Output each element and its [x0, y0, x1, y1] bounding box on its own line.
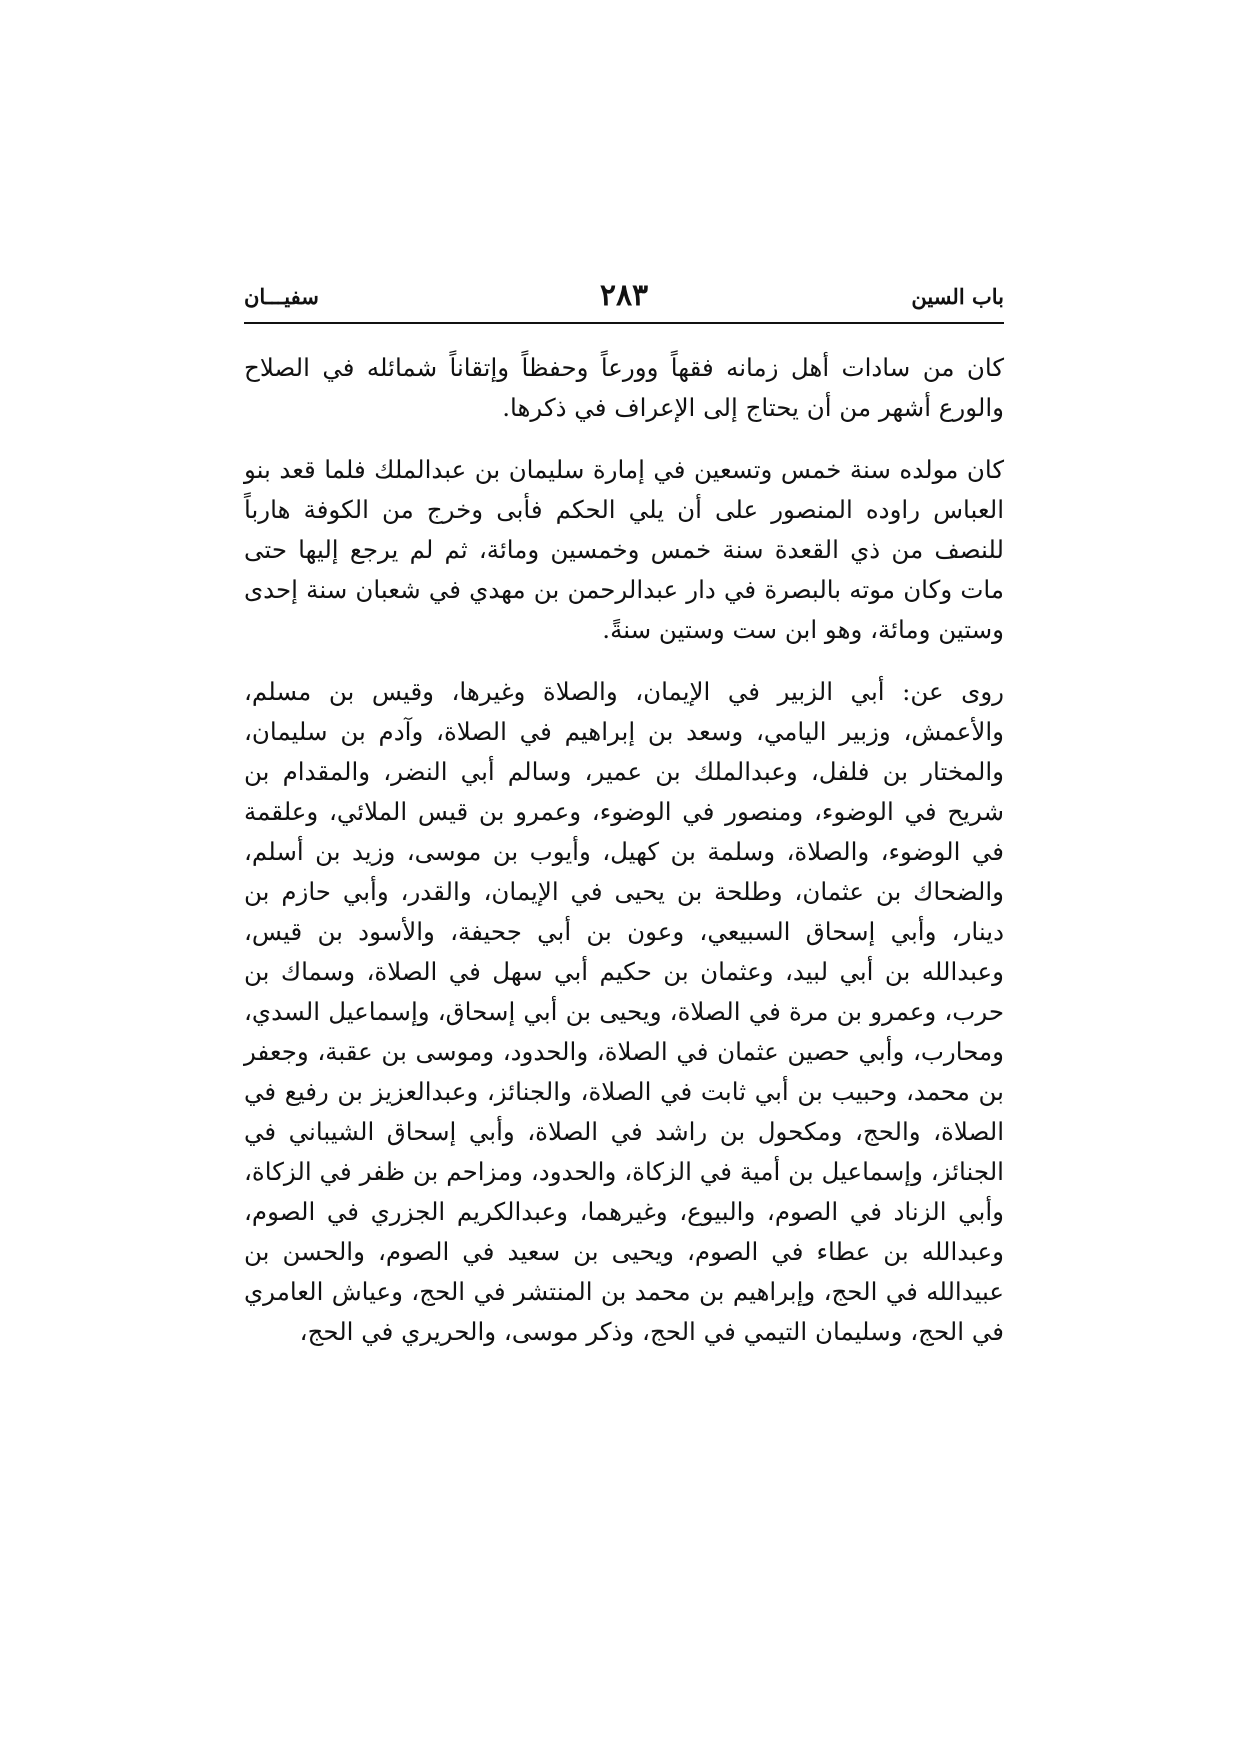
page-header — [244, 278, 1004, 322]
paragraph-biography: كان مولده سنة خمس وتسعين في إمارة سليمان بن عبدالملك فلما قعد بنو العباس راوده المنصور على أن يلي الحكم فأبى وخرج من الكوفة هارباً للنصف من ذي القعدة سنة خمس وخمسين ومائة، ثم لم يرجع إليها حتى مات وكان موته بالبصرة في دار عبدالرحمن بن مهدي في شعبان سنة إحدى وستين ومائة، وهو ابن ست وستين سنةً. — [244, 455, 1004, 644]
chapter-title: باب السين — [911, 284, 1004, 309]
page-body — [244, 348, 1004, 1374]
paragraph-narrations: روى عن: أبي الزبير في الإيمان، والصلاة وغيرها، وقيس بن مسلم، والأعمش، وزبير اليامي، وسعد بن إبراهيم في الصلاة، وآدم بن سليمان، والمختار بن فلفل، وعبدالملك بن عمير، وسالم أبي النضر، والمقدام بن شريح في الوضوء، ومنصور في الوضوء، وعمرو بن قيس الملائي، وعلقمة في الوضوء، والصلاة، وسلمة بن كهيل، وأيوب بن موسى، وزيد بن أسلم، والضحاك بن عثمان، وطلحة بن يحيى في الإيمان، والقدر، وأبي حازم بن دينار، وأبي إسحاق السبيعي، وعون بن أبي جحيفة، والأسود بن قيس، وعبدالله بن أبي لبيد، وعثمان بن حكيم أبي سهل في الصلاة، وسماك بن حرب، وعمرو بن مرة في الصلاة، ويحيى بن أبي إسحاق، وإسماعيل السدي، ومحارب، وأبي حصين عثمان في الصلاة، والحدود، وموسى بن عقبة، وجعفر بن محمد، وحبيب بن أبي ثابت في الصلاة، والجنائز، وعبدالعزيز بن رفيع في الصلاة، والحج، ومكحول بن راشد في الصلاة، وأبي إسحاق الشيباني في الجنائز، وإسماعيل بن أمية في الزكاة، والحدود، ومزاحم بن ظفر في الزكاة، وأبي الزناد في الصوم، والبيوع، وغيرهما، وعبدالكريم الجزري في الصوم، وعبدالله بن عطاء في الصوم، ويحيى بن سعيد في الصوم، والحسن بن عبيدالله في الحج، وإبراهيم بن محمد بن المنتشر في الحج، وعياش العامري في الحج، وسليمان التيمي في الحج، وذكر موسى، والحريري في الحج، — [244, 677, 1004, 1346]
header-rule — [244, 322, 1004, 324]
paragraph-intro: كان من سادات أهل زمانه فقهاً وورعاً وحفظاً وإتقاناً شمائله في الصلاح والورع أشهر من أن يحتاج إلى الإعراف في ذكرها. — [244, 353, 1004, 422]
page-number: ٢٨٣ — [599, 278, 649, 313]
entry-name: سفيـــان — [244, 284, 319, 309]
